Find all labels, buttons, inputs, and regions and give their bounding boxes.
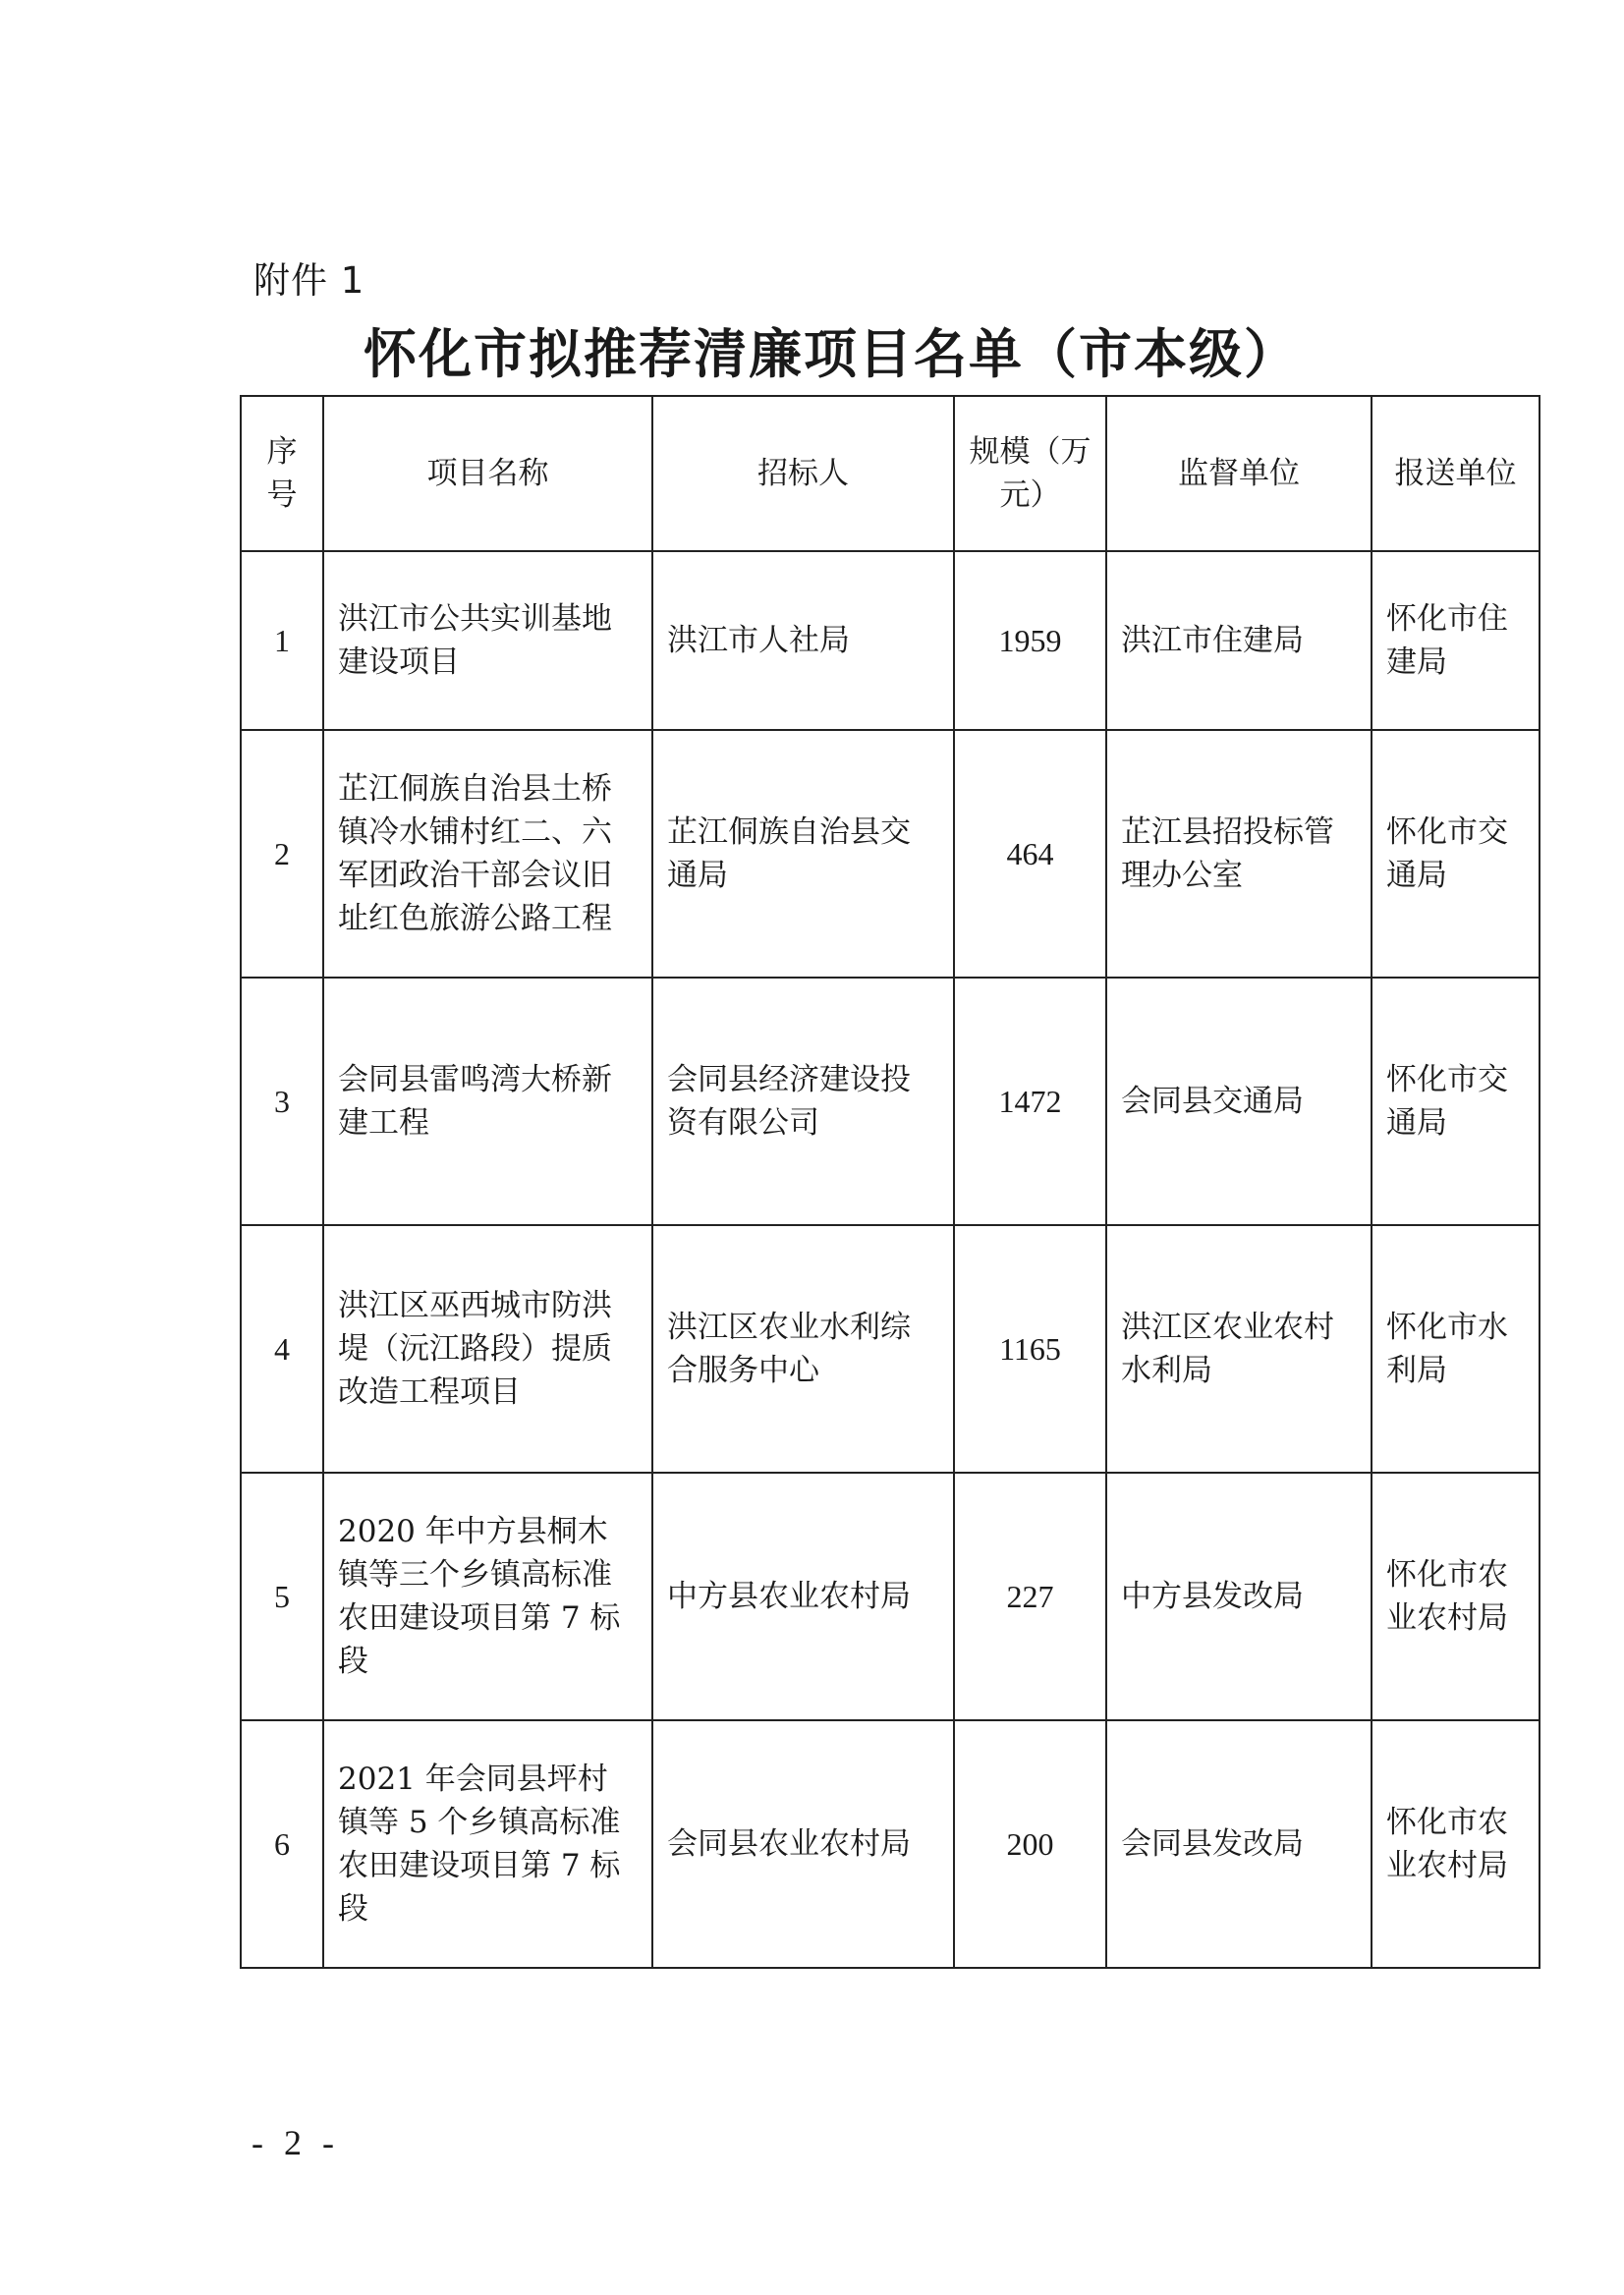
cell-tenderer: 会同县经济建设投资有限公司 bbox=[652, 978, 954, 1225]
cell-tenderer: 洪江区农业水利综合服务中心 bbox=[652, 1225, 954, 1473]
header-project-name: 项目名称 bbox=[323, 396, 652, 551]
cell-seq: 5 bbox=[241, 1473, 323, 1720]
cell-scale: 200 bbox=[954, 1720, 1106, 1968]
cell-supervisor: 会同县发改局 bbox=[1106, 1720, 1372, 1968]
cell-seq: 4 bbox=[241, 1225, 323, 1473]
page-number: - 2 - bbox=[252, 2123, 340, 2162]
cell-project-name: 2021 年会同县坪村镇等 5 个乡镇高标准农田建设项目第 7 标段 bbox=[323, 1720, 652, 1968]
table-row bbox=[241, 1225, 1540, 1473]
cell-tenderer: 中方县农业农村局 bbox=[652, 1473, 954, 1720]
cell-submitter: 怀化市交通局 bbox=[1372, 978, 1540, 1225]
header-tenderer: 招标人 bbox=[652, 396, 954, 551]
cell-project-name: 2020 年中方县桐木镇等三个乡镇高标准农田建设项目第 7 标段 bbox=[323, 1473, 652, 1720]
cell-supervisor: 会同县交通局 bbox=[1106, 978, 1372, 1225]
header-submitter: 报送单位 bbox=[1372, 396, 1540, 551]
cell-project-name: 洪江市公共实训基地建设项目 bbox=[323, 551, 652, 730]
table-row bbox=[241, 551, 1540, 730]
cell-submitter: 怀化市住建局 bbox=[1372, 551, 1540, 730]
document-title: 怀化市拟推荐清廉项目名单（市本级） bbox=[364, 323, 1299, 385]
cell-tenderer: 洪江市人社局 bbox=[652, 551, 954, 730]
cell-submitter: 怀化市农业农村局 bbox=[1372, 1720, 1540, 1968]
cell-seq: 1 bbox=[241, 551, 323, 730]
table-row bbox=[241, 1720, 1540, 1968]
cell-submitter: 怀化市农业农村局 bbox=[1372, 1473, 1540, 1720]
cell-supervisor: 洪江市住建局 bbox=[1106, 551, 1372, 730]
cell-project-name: 芷江侗族自治县土桥镇冷水铺村红二、六军团政治干部会议旧址红色旅游公路工程 bbox=[323, 730, 652, 978]
cell-project-name: 会同县雷鸣湾大桥新建工程 bbox=[323, 978, 652, 1225]
cell-supervisor: 洪江区农业农村水利局 bbox=[1106, 1225, 1372, 1473]
table-header-row bbox=[241, 396, 1540, 551]
cell-scale: 227 bbox=[954, 1473, 1106, 1720]
cell-scale: 1959 bbox=[954, 551, 1106, 730]
header-supervisor: 监督单位 bbox=[1106, 396, 1372, 551]
cell-submitter: 怀化市交通局 bbox=[1372, 730, 1540, 978]
cell-scale: 464 bbox=[954, 730, 1106, 978]
cell-scale: 1472 bbox=[954, 978, 1106, 1225]
header-seq: 序号 bbox=[241, 396, 323, 551]
table-row bbox=[241, 1473, 1540, 1720]
cell-submitter: 怀化市水利局 bbox=[1372, 1225, 1540, 1473]
cell-scale: 1165 bbox=[954, 1225, 1106, 1473]
table-row bbox=[241, 978, 1540, 1225]
cell-tenderer: 芷江侗族自治县交通局 bbox=[652, 730, 954, 978]
project-table bbox=[240, 395, 1540, 1969]
header-scale: 规模（万元） bbox=[954, 396, 1106, 551]
cell-seq: 2 bbox=[241, 730, 323, 978]
cell-supervisor: 芷江县招投标管理办公室 bbox=[1106, 730, 1372, 978]
table-row bbox=[241, 730, 1540, 978]
attachment-label: 附件 1 bbox=[253, 259, 365, 302]
cell-seq: 3 bbox=[241, 978, 323, 1225]
cell-project-name: 洪江区巫西城市防洪堤（沅江路段）提质改造工程项目 bbox=[323, 1225, 652, 1473]
cell-tenderer: 会同县农业农村局 bbox=[652, 1720, 954, 1968]
cell-supervisor: 中方县发改局 bbox=[1106, 1473, 1372, 1720]
cell-seq: 6 bbox=[241, 1720, 323, 1968]
